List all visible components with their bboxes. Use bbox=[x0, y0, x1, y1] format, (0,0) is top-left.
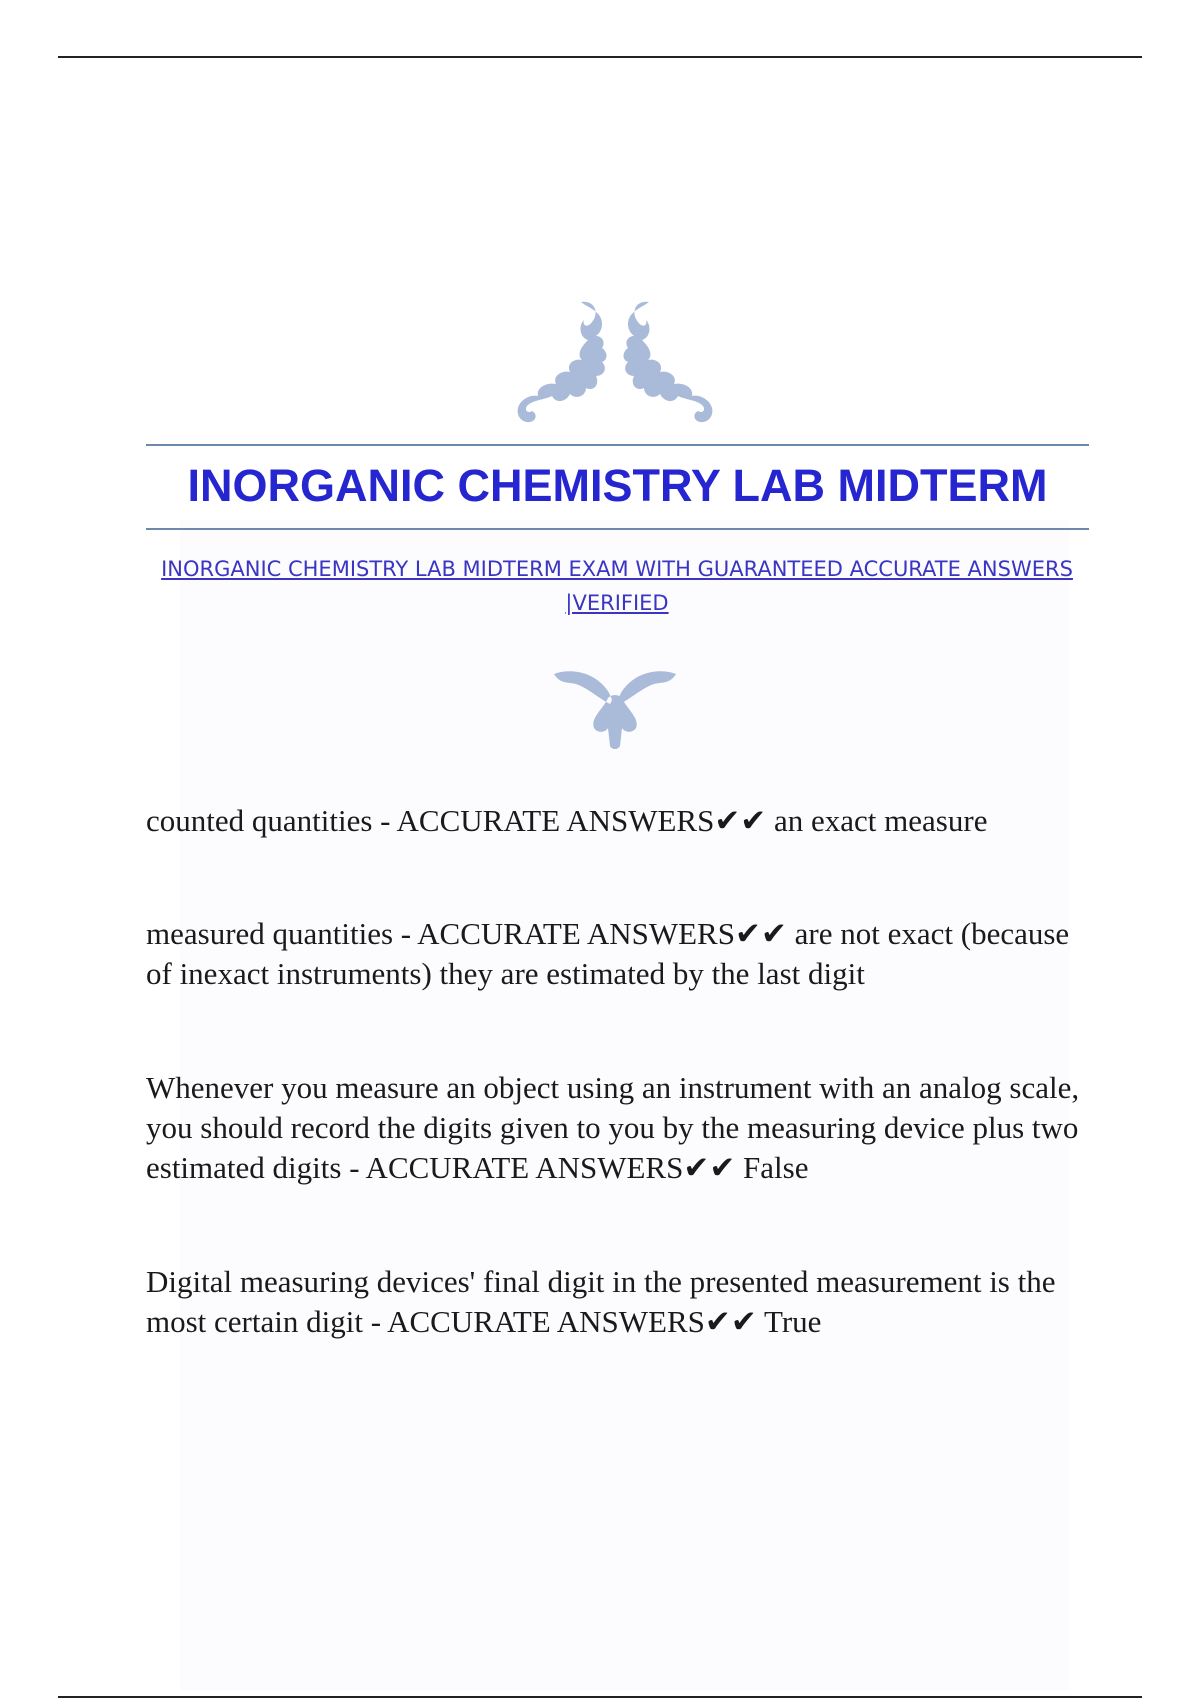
qa-item-3: Whenever you measure an object using an instrument with an analog scale, you should record the digits given to you by the measuring device plus two estimated digits - ACCURATE ANSWERS✔✔ False bbox=[146, 1070, 1080, 1185]
title-top-rule bbox=[146, 444, 1089, 446]
page-top-rule bbox=[58, 56, 1142, 58]
qa-item-4: Digital measuring devices' final digit in the presented measurement is the most certain digit - ACCURATE ANSWERS✔✔ True bbox=[146, 1264, 1056, 1339]
qa-item-1: counted quantities - ACCURATE ANSWERS✔✔ an exact measure bbox=[146, 803, 988, 838]
floral-ornament-icon bbox=[496, 296, 734, 426]
fleuron-ornament-icon bbox=[550, 664, 680, 750]
page-bottom-rule bbox=[58, 1696, 1142, 1698]
title-bottom-rule bbox=[146, 528, 1089, 530]
document-title: INORGANIC CHEMISTRY LAB MIDTERM bbox=[187, 460, 1048, 511]
document-subtitle-link[interactable]: INORGANIC CHEMISTRY LAB MIDTERM EXAM WITH GUARANTEED ACCURATE ANSWERS |VERIFIED bbox=[161, 557, 1073, 615]
qa-item-2: measured quantities - ACCURATE ANSWERS✔✔ are not exact (because of inexact instruments) they are estimated by the last digit bbox=[146, 916, 1070, 991]
